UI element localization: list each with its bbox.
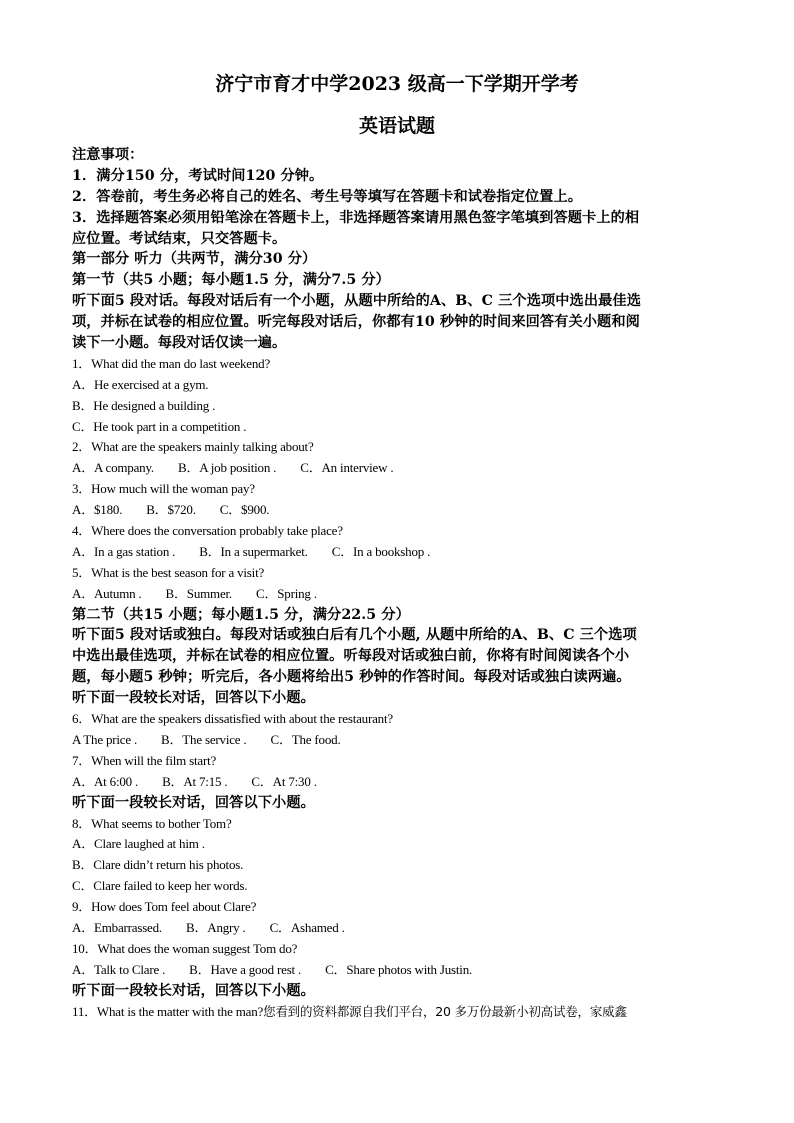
option-a: A．He exercised at a gym. (72, 376, 209, 392)
option-c: C．Spring . (255, 585, 317, 601)
question-10: 10．What does the woman suggest Tom do? (72, 940, 298, 956)
option-a: A The price . (72, 731, 138, 747)
option-b: B．At 7:15 . (162, 773, 228, 789)
option-b: B．Summer. (165, 585, 232, 601)
section1-instruction: 项，并标在试卷的相应位置。听完每段对话后，你都有10 秒钟的时间来回答有关小题和阅 (72, 314, 640, 331)
question-11: 11．What is the matter with the man? (72, 1003, 264, 1019)
notice-item: 3．选择题答案必须用铅笔涂在答题卡上，非选择题答案请用黑色签字笔填到答题卡上的相 (72, 209, 640, 226)
option-a: A．A company. (72, 460, 154, 476)
question-9: 9．How does Tom feel about Clare? (72, 899, 257, 915)
section2-instruction: 题，每小题5 秒钟；听完后，各小题将给出5 秒钟的作答时间。每段对话或独白读两遍。 (72, 669, 631, 686)
exam-title: 济宁市育才中学2023 级高一下学期开学考 (215, 73, 579, 95)
question-1: 1．What did the man do last weekend? (72, 355, 271, 371)
section1-heading: 第一节（共5 小题；每小题1.5 分，满分7.5 分） (72, 272, 390, 289)
notice-heading: 注意事项： (72, 147, 144, 163)
part1-heading: 第一部分 听力（共两节，满分30 分） (72, 251, 317, 268)
question-3: 3．How much will the woman pay? (72, 481, 255, 497)
section2-instruction: 听下面5 段对话或独白。每段对话或独白后有几个小题, 从题中所给的A、B、C 三个选项 (72, 627, 637, 644)
option-a: A．Embarrassed. (72, 919, 162, 935)
options-row (72, 960, 722, 981)
options-row (72, 584, 722, 605)
option-a: A．Talk to Clare . (72, 961, 166, 977)
section1-instruction: 读下一小题。每段对话仅读一遍。 (72, 335, 287, 352)
question-11-row (72, 1002, 722, 1023)
listen-prompt: 听下面一段较长对话，回答以下小题。 (72, 794, 315, 811)
option-c: C．He took part in a competition . (72, 418, 247, 434)
options-row (72, 772, 722, 793)
notice-item: 应位置。考试结束，只交答题卡。 (72, 230, 287, 247)
options-row (72, 918, 722, 939)
option-c: C．Clare failed to keep her words. (72, 878, 248, 894)
option-b: B．Clare didn’t return his photos. (72, 857, 244, 873)
option-c: C．The food. (270, 731, 341, 747)
section2-instruction: 中选出最佳选项，并标在试卷的相应位置。听每段对话或独白前，你将有时间阅读各个小 (72, 648, 630, 665)
option-a: A．Autumn . (72, 585, 142, 601)
question-2: 2．What are the speakers mainly talking about? (72, 439, 314, 455)
options-row (72, 500, 722, 521)
options-row (72, 458, 722, 479)
question-6: 6．What are the speakers dissatisfied with about the restaurant? (72, 711, 393, 727)
option-c: C．An interview . (300, 460, 394, 476)
option-a: A．Clare laughed at him . (72, 836, 205, 852)
option-a: A．At 6:00 . (72, 773, 139, 789)
option-c: C．At 7:30 . (251, 773, 317, 789)
option-c: C．Share photos with Justin. (325, 961, 473, 977)
option-a: A．In a gas station . (72, 543, 176, 559)
watermark-tail-text: 您看到的资料都源自我们平台，20 多万份最新小初高试卷，家威鑫 (263, 1003, 627, 1019)
question-8: 8．What seems to bother Tom? (72, 815, 232, 831)
question-7: 7．When will the film start? (72, 752, 217, 768)
option-a: A．$180. (72, 502, 123, 518)
option-b: B．In a supermarket. (199, 543, 308, 559)
question-5: 5．What is the best season for a visit? (72, 564, 265, 580)
section2-heading: 第二节（共15 小题；每小题1.5 分，满分22.5 分） (72, 606, 410, 623)
options-row (72, 730, 722, 751)
option-b: B．Have a good rest . (189, 961, 302, 977)
option-b: B．$720. (146, 502, 196, 518)
listen-prompt: 听下面一段较长对话，回答以下小题。 (72, 982, 315, 999)
notice-item: 1．满分150 分，考试时间120 分钟。 (72, 167, 324, 184)
option-c: C．Ashamed . (269, 919, 345, 935)
option-b: B．He designed a building . (72, 397, 216, 413)
listen-prompt: 听下面一段较长对话，回答以下小题。 (72, 690, 315, 707)
exam-content (72, 145, 722, 1022)
option-b: B．A job position . (177, 460, 277, 476)
question-4: 4．Where does the conversation probably take place? (72, 523, 343, 539)
option-b: B．The service . (161, 731, 247, 747)
exam-subtitle: 英语试题 (358, 115, 435, 137)
option-c: C．In a bookshop . (331, 543, 431, 559)
section1-instruction: 听下面5 段对话。每段对话后有一个小题，从题中所给的A、B、C 三个选项中选出最佳选 (72, 293, 641, 310)
options-row (72, 542, 722, 563)
notice-item: 2．答卷前，考生务必将自己的姓名、考生号等填写在答题卡和试卷指定位置上。 (72, 188, 583, 205)
option-b: B．Angry . (185, 919, 246, 935)
option-c: C．$900. (219, 502, 270, 518)
